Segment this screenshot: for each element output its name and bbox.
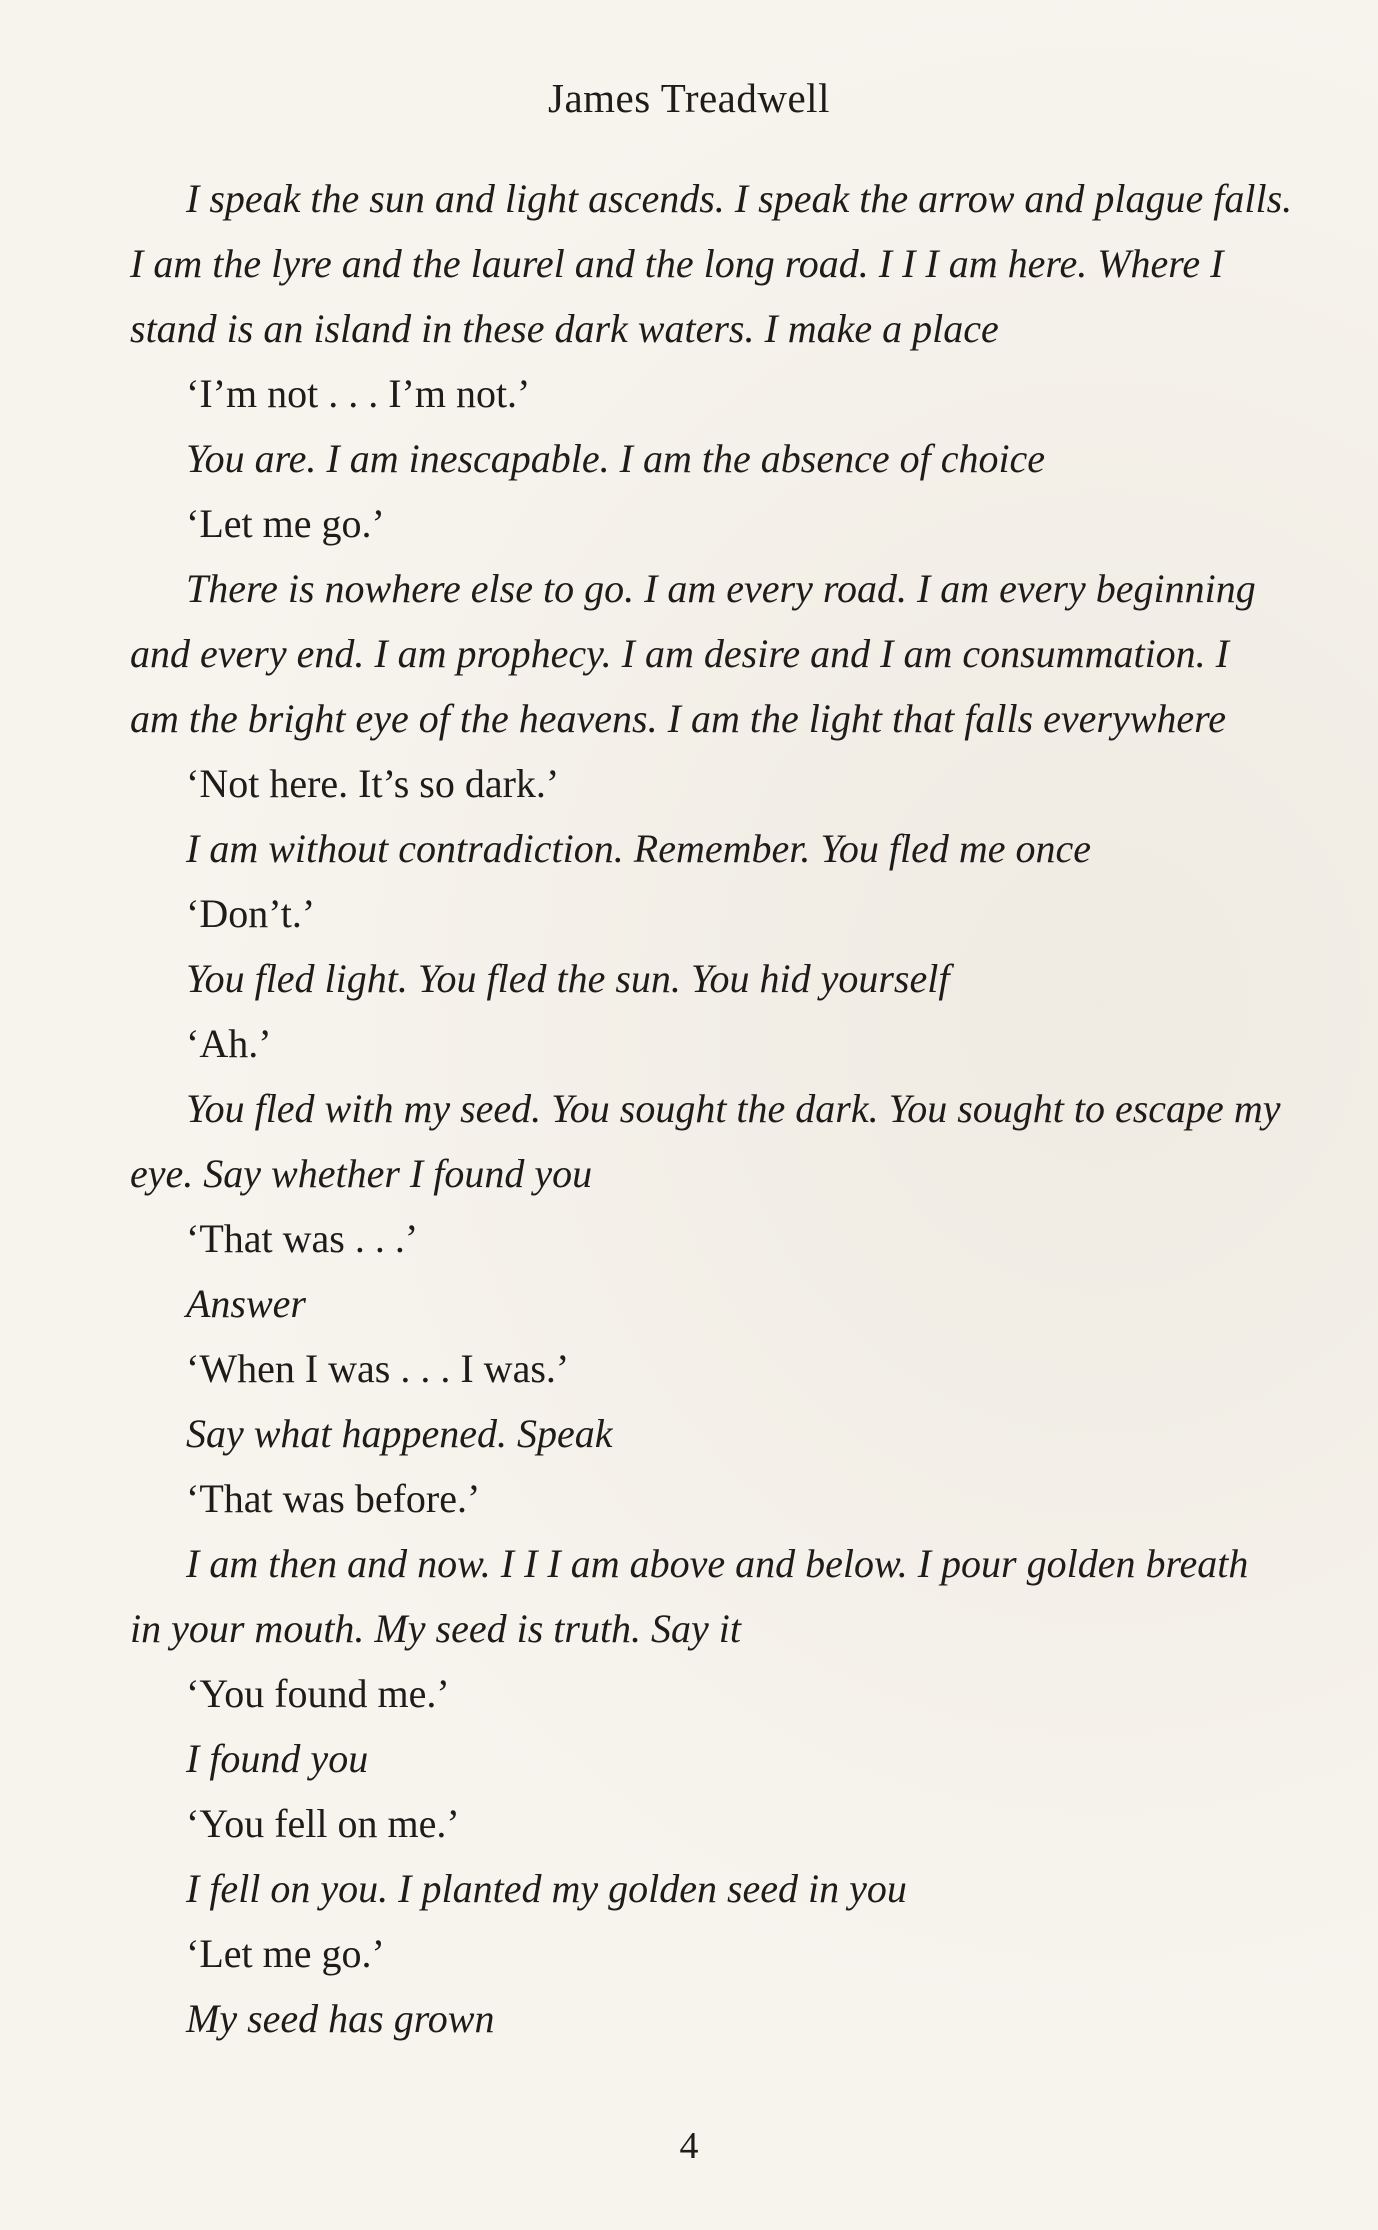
text-line: ‘That was . . .’ — [186, 1216, 419, 1261]
italic-paragraph — [130, 556, 1300, 751]
text-line: I fell on you. I planted my golden seed in you — [186, 1866, 907, 1911]
dialogue-paragraph — [130, 1791, 1300, 1856]
text-line: stand is an island in these dark waters. I make a place — [130, 306, 999, 351]
italic-paragraph — [130, 426, 1300, 491]
dialogue-paragraph — [130, 1206, 1300, 1271]
text-line: I am without contradiction. Remember. You fled me once — [186, 826, 1092, 871]
italic-paragraph — [130, 1271, 1300, 1336]
dialogue-paragraph — [130, 1921, 1300, 1986]
text-line: I am the lyre and the laurel and the long road. I I I am here. Where I — [130, 241, 1224, 286]
text-line: ‘That was before.’ — [186, 1476, 481, 1521]
text-line: ‘Let me go.’ — [186, 1931, 385, 1976]
body-text — [130, 166, 1300, 2051]
text-line: ‘I’m not . . . I’m not.’ — [186, 371, 531, 416]
text-line: I speak the sun and light ascends. I speak the arrow and plague falls. — [186, 176, 1293, 221]
dialogue-paragraph — [130, 1336, 1300, 1401]
italic-paragraph — [130, 1856, 1300, 1921]
italic-paragraph — [130, 166, 1300, 361]
text-line: ‘Not here. It’s so dark.’ — [186, 761, 560, 806]
text-line: You fled light. You fled the sun. You hid yourself — [186, 956, 950, 1001]
dialogue-paragraph — [130, 1466, 1300, 1531]
text-line: You are. I am inescapable. I am the absence of choice — [186, 436, 1046, 481]
italic-paragraph — [130, 1531, 1300, 1661]
text-line: Say what happened. Speak — [186, 1411, 613, 1456]
italic-paragraph — [130, 816, 1300, 881]
text-line: ‘Don’t.’ — [186, 891, 316, 936]
text-line: ‘When I was . . . I was.’ — [186, 1346, 570, 1391]
text-line: ‘You fell on me.’ — [186, 1801, 460, 1846]
text-line: ‘Ah.’ — [186, 1021, 272, 1066]
dialogue-paragraph — [130, 1011, 1300, 1076]
text-line: in your mouth. My seed is truth. Say it — [130, 1606, 742, 1651]
text-line: and every end. I am prophecy. I am desire and I am consummation. I — [130, 631, 1230, 676]
text-line: You fled with my seed. You sought the dark. You sought to escape my — [186, 1086, 1281, 1131]
dialogue-paragraph — [130, 1661, 1300, 1726]
running-header-author: James Treadwell — [548, 75, 830, 121]
italic-paragraph — [130, 946, 1300, 1011]
italic-paragraph — [130, 1986, 1300, 2051]
dialogue-paragraph — [130, 751, 1300, 816]
text-line: There is nowhere else to go. I am every road. I am every beginning — [186, 566, 1256, 611]
dialogue-paragraph — [130, 491, 1300, 556]
text-line: Answer — [186, 1281, 306, 1326]
italic-paragraph — [130, 1076, 1300, 1206]
text-line: My seed has grown — [186, 1996, 495, 2041]
text-line: I am then and now. I I I am above and below. I pour golden breath — [186, 1541, 1249, 1586]
text-line: eye. Say whether I found you — [130, 1151, 593, 1196]
italic-paragraph — [130, 1401, 1300, 1466]
dialogue-paragraph — [130, 361, 1300, 426]
dialogue-paragraph — [130, 881, 1300, 946]
page-number: 4 — [679, 2125, 699, 2167]
text-line: I found you — [186, 1736, 369, 1781]
text-line: am the bright eye of the heavens. I am the light that falls everywhere — [130, 696, 1227, 741]
italic-paragraph — [130, 1726, 1300, 1791]
text-line: ‘Let me go.’ — [186, 501, 385, 546]
text-line: ‘You found me.’ — [186, 1671, 450, 1716]
